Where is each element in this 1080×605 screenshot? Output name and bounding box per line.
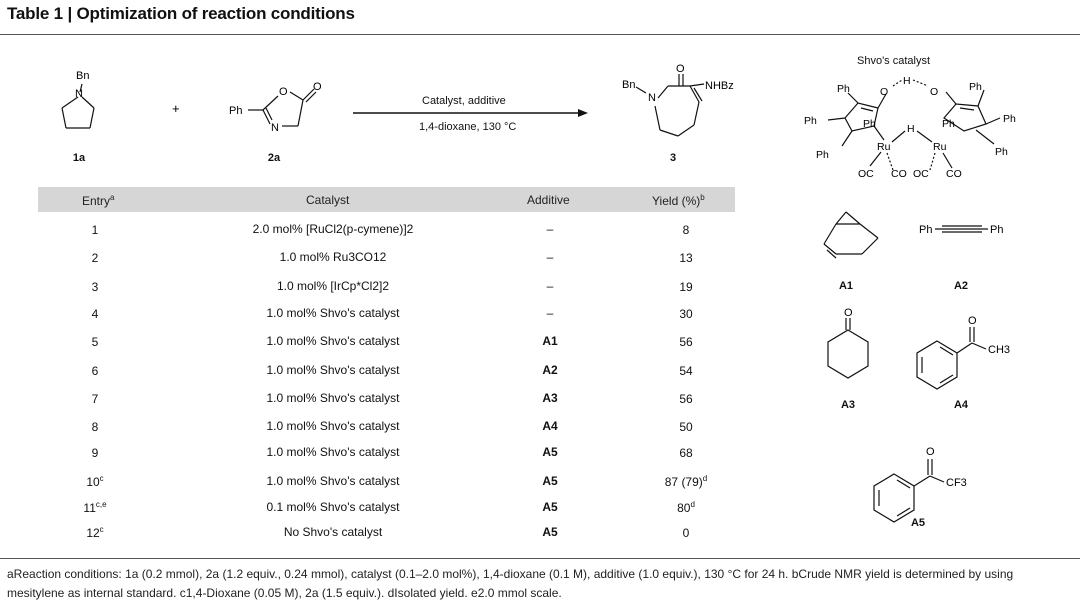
cell-catalyst: 1.0 mol% Shvo's catalyst [266, 445, 400, 459]
cell-yield: 56 [679, 335, 693, 349]
shvo-ru-right: Ru [933, 141, 947, 153]
cell-catalyst: 1.0 mol% Shvo's catalyst [266, 363, 400, 377]
arrow-conditions-bottom: 1,4-dioxane, 130 °C [419, 121, 517, 133]
cell-entry: 8 [91, 420, 99, 434]
a4-structure [917, 327, 986, 389]
shvo-ph-8: Ph [995, 146, 1008, 158]
cell-catalyst: 2.0 mol% [RuCl2(p-cymene)]2 [252, 222, 414, 236]
a3-structure [828, 318, 868, 378]
cell-additive: A5 [542, 445, 558, 459]
reactant-2a-label: 2a [267, 152, 281, 164]
cell-yield: 0 [682, 526, 690, 540]
header-entry: Entry$^a$ [82, 193, 115, 208]
cell-catalyst: 1.0 mol% Shvo's catalyst [266, 474, 400, 488]
cell-additive: A2 [542, 363, 558, 377]
cell-catalyst: 1.0 mol% [IrCp*Cl2]2 [276, 279, 390, 293]
shvo-oc-1: OC [858, 168, 874, 180]
additive-a5-label: A5 [910, 517, 926, 529]
top-rule [0, 34, 1080, 35]
additive-a2-label: A2 [953, 280, 969, 292]
table-header [38, 187, 735, 212]
a4-o-label: O [968, 315, 977, 327]
a2-ph-left: Ph [919, 224, 933, 236]
cell-entry: 9 [91, 446, 99, 460]
cell-catalyst: 1.0 mol% Shvo's catalyst [266, 334, 400, 348]
cell-catalyst: No Shvo's catalyst [283, 525, 383, 539]
n-1a-label: N [75, 88, 83, 100]
a4-ch3-label: CH3 [988, 344, 1011, 356]
shvo-co-2: CO [946, 168, 962, 180]
cell-entry: 10$^c$ [86, 474, 104, 489]
cell-entry: 1 [91, 223, 99, 237]
n-3-label: N [648, 92, 656, 104]
product-3-label: 3 [669, 152, 677, 164]
shvo-ph-3: Ph [863, 118, 876, 130]
reaction-scheme [0, 60, 760, 170]
cell-additive: – [546, 222, 554, 236]
header-additive: Additive [527, 193, 570, 207]
cell-yield: 30 [679, 307, 693, 321]
bn-3-label: Bn [622, 79, 636, 91]
shvo-h-bridge: H [907, 123, 915, 135]
o-ring-2a-label: O [279, 86, 288, 98]
o-carbonyl-2a-label: O [313, 81, 322, 93]
plus-sign: + [172, 101, 180, 116]
cell-additive: – [546, 279, 554, 293]
n-2a-label: N [271, 122, 279, 134]
cell-entry: 6 [91, 364, 99, 378]
cell-yield: 50 [679, 420, 693, 434]
nhbz-3-label: NHBz [705, 80, 734, 92]
cell-yield: 8 [682, 223, 690, 237]
cell-additive: – [546, 250, 554, 264]
cell-additive: A5 [542, 525, 558, 539]
shvo-o-left: O [880, 86, 889, 98]
ph-2a-label: Ph [229, 105, 243, 117]
a5-structure [874, 459, 944, 522]
footnote-line-2: mesitylene as internal standard. c1,4-Dioxane (0.05 M), 2a (1.5 equiv.). dIsolated yield. e2.0 mmol scale. [7, 586, 562, 600]
bottom-rule [0, 558, 1080, 559]
shvo-o-right: O [930, 86, 939, 98]
table-title: Table 1 | Optimization of reaction conditions [7, 4, 355, 23]
a1-structure [824, 212, 878, 258]
a2-ph-right: Ph [990, 224, 1004, 236]
shvo-ph-6: Ph [942, 118, 955, 130]
cell-yield: 68 [679, 446, 693, 460]
additive-a4-label: A4 [953, 399, 969, 411]
cell-entry: 3 [91, 280, 99, 294]
cell-catalyst: 1.0 mol% Shvo's catalyst [266, 306, 400, 320]
cell-entry: 2 [91, 251, 99, 265]
footnote-line-1: aReaction conditions: 1a (0.2 mmol), 2a (1.2 equiv., 0.24 mmol), catalyst (0.1–2.0 mol%), 1,4-dioxane (0.1 M), additive (1.0 equiv.), 130 °C for 24 h. bCrude NMR yield is determined by using [7, 567, 1014, 581]
cell-additive: A4 [542, 419, 558, 433]
shvo-ph-2: Ph [804, 115, 817, 127]
cell-additive: A3 [542, 391, 558, 405]
additive-structures [810, 205, 1010, 525]
cell-catalyst: 1.0 mol% Ru3CO12 [279, 250, 387, 264]
reaction-arrowhead [578, 109, 588, 117]
footnotes [7, 565, 1073, 603]
shvo-ph-4: Ph [816, 149, 829, 161]
shvo-ru-left: Ru [877, 141, 891, 153]
cell-yield: 13 [679, 251, 693, 265]
shvo-ph-1: Ph [837, 83, 850, 95]
bn-1a-label: Bn [76, 70, 90, 82]
cell-additive: A1 [542, 334, 558, 348]
cell-yield: 19 [679, 280, 693, 294]
additive-a1-label: A1 [838, 280, 854, 292]
cell-entry: 12$^c$ [86, 525, 104, 540]
cell-entry: 7 [91, 392, 99, 406]
product-3-structure [636, 74, 704, 136]
shvo-catalyst-structure [780, 70, 1080, 185]
cell-additive: – [546, 306, 554, 320]
cell-entry: 11$^{c,e}$ [83, 500, 107, 515]
a3-o-label: O [844, 307, 853, 319]
shvo-ph-5: Ph [969, 81, 982, 93]
cell-yield: 54 [679, 364, 693, 378]
cell-entry: 5 [91, 335, 99, 349]
cell-catalyst: 1.0 mol% Shvo's catalyst [266, 419, 400, 433]
cell-additive: A5 [542, 474, 558, 488]
arrow-conditions-top: Catalyst, additive [422, 95, 506, 107]
header-yield: Yield (%)$^b$ [652, 193, 705, 208]
a5-cf3-label: CF3 [946, 477, 967, 489]
a2-structure [935, 226, 988, 232]
o-3-label: O [676, 63, 685, 75]
a5-o-label: O [926, 446, 935, 458]
shvo-h-top: H [903, 75, 911, 87]
cell-catalyst: 1.0 mol% Shvo's catalyst [266, 391, 400, 405]
shvo-oc-2: OC [913, 168, 929, 180]
additive-a3-label: A3 [840, 399, 856, 411]
cell-additive: A5 [542, 500, 558, 514]
reactant-1a-label: 1a [72, 152, 86, 164]
header-catalyst: Catalyst [306, 193, 350, 207]
shvo-title: Shvo's catalyst [857, 55, 931, 67]
cell-catalyst: 0.1 mol% Shvo's catalyst [266, 500, 400, 514]
cell-yield: 80$^d$ [677, 500, 695, 515]
cell-yield: 87 $(79)^d$ [664, 474, 708, 489]
cell-entry: 4 [91, 307, 99, 321]
shvo-ph-7: Ph [1003, 113, 1016, 125]
shvo-co-1: CO [891, 168, 907, 180]
cell-yield: 56 [679, 392, 693, 406]
